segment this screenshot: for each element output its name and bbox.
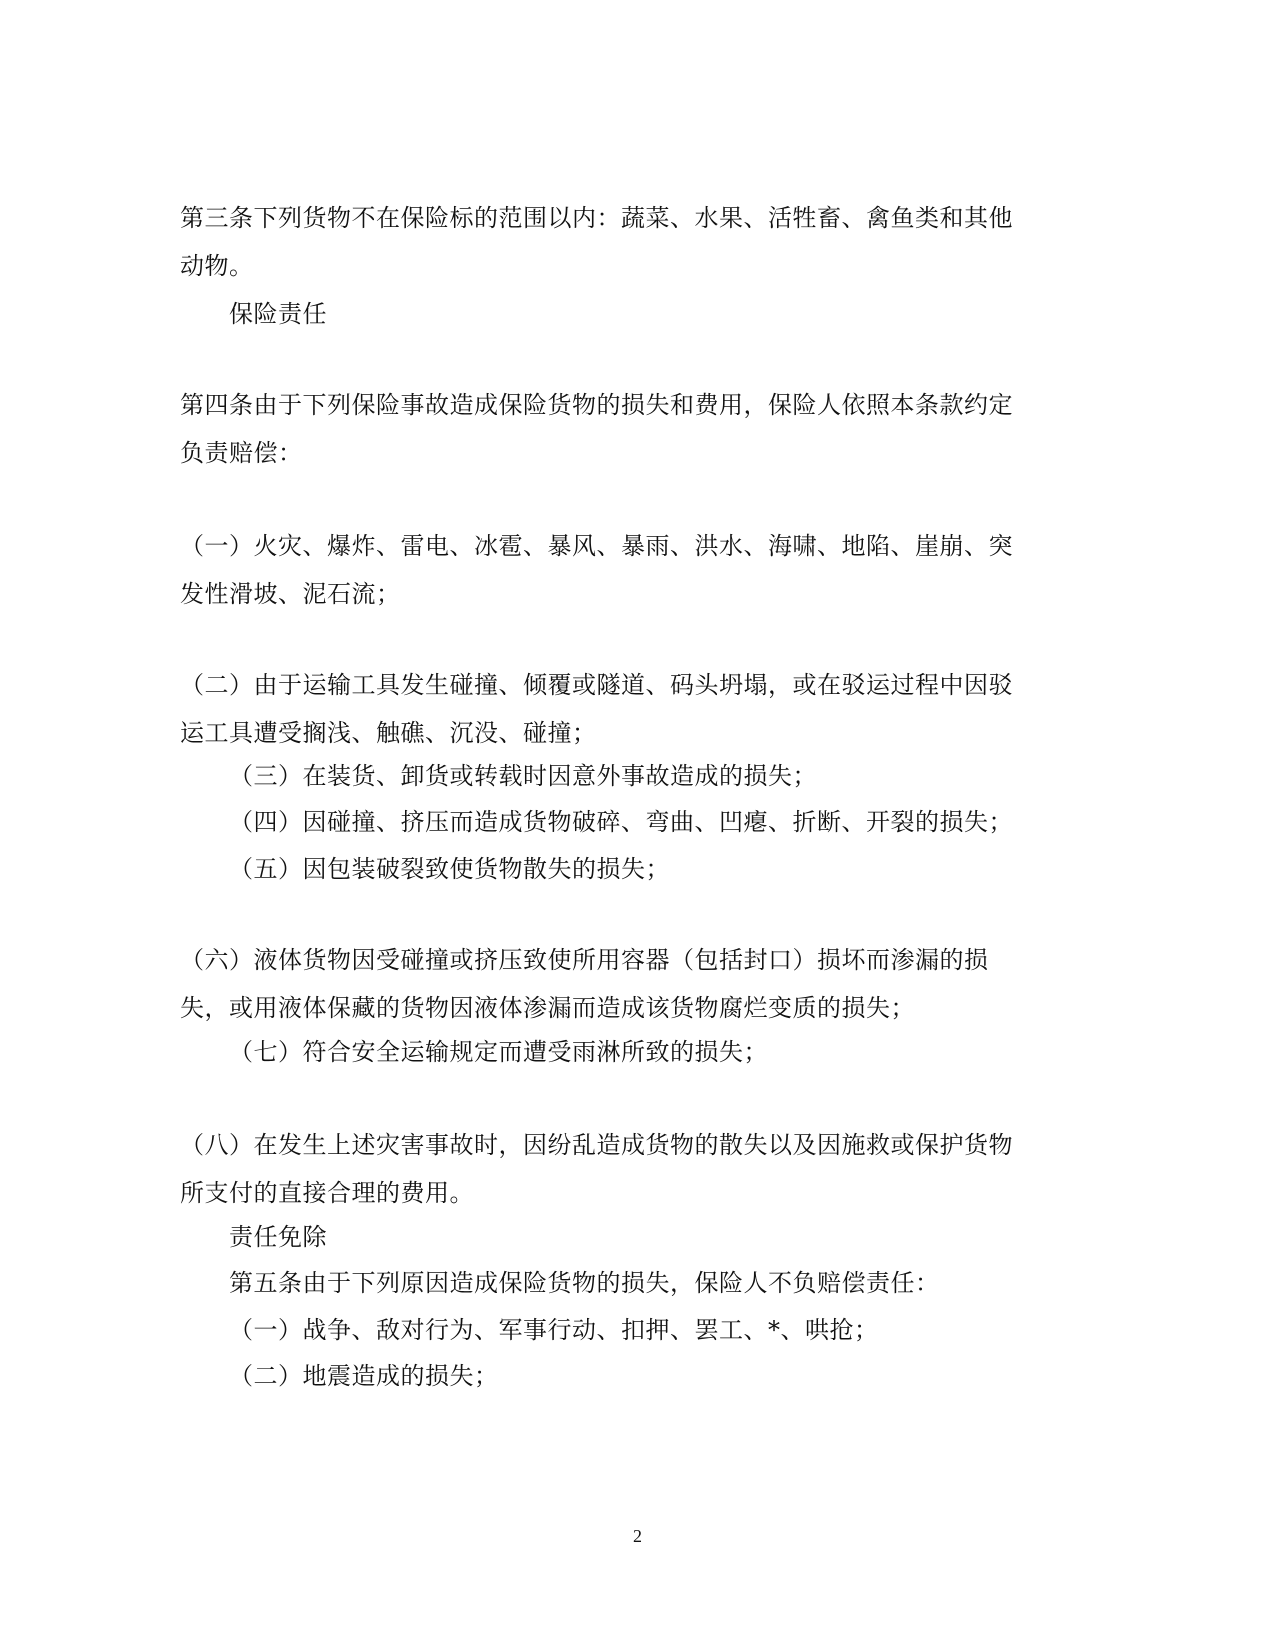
clause-3-paragraph: （三）在装货、卸货或转载时因意外事故造成的损失；: [229, 762, 817, 790]
clause-2-paragraph: （二）由于运输工具发生碰撞、倾覆或隧道、码头坍塌，或在驳运过程中因驳运工具遭受搁浅、触礁、沉没、碰撞；: [180, 671, 1013, 747]
page-number: 2: [633, 1526, 642, 1546]
clause-4-paragraph: （四）因碰撞、挤压而造成货物破碎、弯曲、凹瘪、折断、开裂的损失；: [229, 808, 1013, 836]
section-heading-insurance-liability: 保险责任: [229, 300, 327, 328]
article-4-paragraph: 第四条由于下列保险事故造成保险货物的损失和费用，保险人依照本条款约定负责赔偿：: [180, 391, 1013, 467]
clause-6-paragraph: （六）液体货物因受碰撞或挤压致使所用容器（包括封口）损坏而渗漏的损失，或用液体保藏的货物因液体渗漏而造成该货物腐烂变质的损失；: [180, 946, 989, 1022]
section-heading-exclusions: 责任免除: [229, 1223, 327, 1251]
clause-8-paragraph: （八）在发生上述灾害事故时，因纷乱造成货物的散失以及因施救或保护货物所支付的直接合理的费用。: [180, 1131, 1013, 1207]
clause-7-paragraph: （七）符合安全运输规定而遭受雨淋所致的损失；: [229, 1038, 768, 1066]
article-3-paragraph: 第三条下列货物不在保险标的范围以内：蔬菜、水果、活牲畜、禽鱼类和其他动物。: [180, 204, 1013, 280]
exclusion-1-paragraph: （一）战争、敌对行为、军事行动、扣押、罢工、*、哄抢；: [229, 1316, 879, 1344]
exclusion-2-paragraph: （二）地震造成的损失；: [229, 1362, 499, 1390]
clause-5-paragraph: （五）因包装破裂致使货物散失的损失；: [229, 855, 670, 883]
article-5-paragraph: 第五条由于下列原因造成保险货物的损失，保险人不负赔偿责任：: [229, 1269, 940, 1297]
clause-1-paragraph: （一）火灾、爆炸、雷电、冰雹、暴风、暴雨、洪水、海啸、地陷、崖崩、突发性滑坡、泥石流；: [180, 532, 1013, 608]
